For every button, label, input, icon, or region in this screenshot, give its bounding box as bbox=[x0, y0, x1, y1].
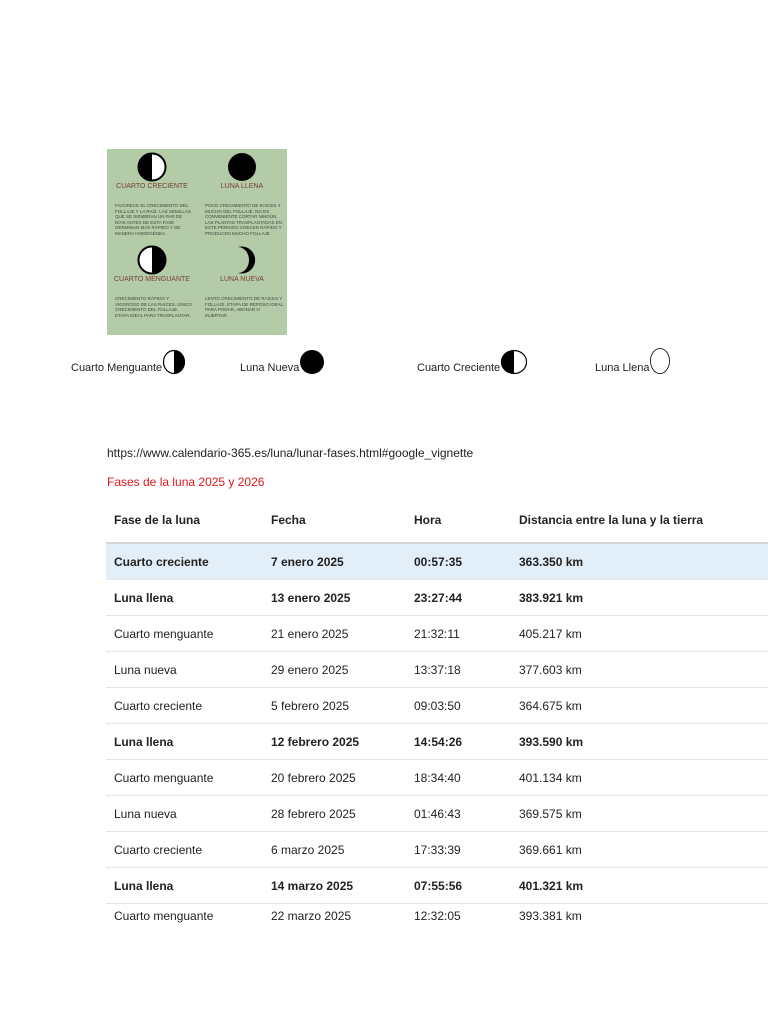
full-moon-icon bbox=[649, 347, 671, 375]
new-moon-icon bbox=[299, 349, 325, 375]
poster-quadrant-desc: POCO CRECIMIENTO DE RAÍCES Y MUCHO DEL FOLLAJE. NO ES CONVENIENTE CORTAR NINGÚN. LAS PLANTAS TRASPLANTADAS EN ESTE PERIODO CRECEN RÁPIDO Y PRODUCEN MUCHO FOLLAJE. bbox=[205, 203, 283, 236]
source-url: https://www.calendario-365.es/luna/lunar-fases.html#google_vignette bbox=[107, 446, 474, 460]
table-row bbox=[106, 652, 768, 688]
table-cell: 363.350 km bbox=[511, 543, 768, 580]
column-header: Hora bbox=[406, 498, 511, 543]
moon-phases-poster bbox=[107, 149, 287, 335]
poster-quadrant-title: LUNA NUEVA bbox=[220, 276, 264, 283]
poster-quadrant-desc: CRECIMIENTO RÁPIDO Y VIGOROSO DE LAS RAÍCES. ÚNICO CRECIMIENTO DEL FOLLAJE. ETAPA IDEAL PARA TRASPLANTAR. bbox=[115, 296, 192, 318]
table-row bbox=[106, 543, 768, 580]
table-cell: 369.661 km bbox=[511, 832, 768, 868]
poster-quadrant-desc: LENTO CRECIMIENTO DE RAÍCES Y FOLLAJE. ETAPA DE REPOSO IDEAL PARA PODAR, ABONAR O INJERTAR. bbox=[205, 296, 283, 318]
table-cell: 18:34:40 bbox=[406, 760, 511, 796]
table-cell: Luna nueva bbox=[106, 652, 263, 688]
legend-item-cuarto-menguante bbox=[71, 347, 186, 375]
full-moon-dark-icon bbox=[227, 152, 257, 182]
table-cell: 393.590 km bbox=[511, 724, 768, 760]
section-heading: Fases de la luna 2025 y 2026 bbox=[107, 475, 265, 489]
table-cell: 29 enero 2025 bbox=[263, 652, 406, 688]
table-cell: 7 enero 2025 bbox=[263, 543, 406, 580]
table-cell: 393.381 km bbox=[519, 909, 582, 923]
poster-quadrant-luna-nueva bbox=[197, 242, 287, 335]
poster-quadrant-title: LUNA LLENA bbox=[220, 183, 264, 190]
legend-label: Cuarto Menguante bbox=[71, 362, 163, 374]
table-cell: Cuarto menguante bbox=[106, 760, 263, 796]
table-cell: 21:32:11 bbox=[406, 616, 511, 652]
table-cell: 6 marzo 2025 bbox=[263, 832, 406, 868]
table-cell: 369.575 km bbox=[511, 796, 768, 832]
table-row bbox=[106, 904, 768, 929]
crescent-moon-icon bbox=[227, 245, 257, 275]
table-cell: Cuarto menguante bbox=[114, 909, 214, 923]
table-header-row bbox=[106, 498, 768, 543]
table-cell: 401.134 km bbox=[511, 760, 768, 796]
poster-quadrant-luna-llena bbox=[197, 149, 287, 242]
table-cell: Cuarto menguante bbox=[106, 616, 263, 652]
table-cell: 28 febrero 2025 bbox=[263, 796, 406, 832]
table-cell: 01:46:43 bbox=[406, 796, 511, 832]
poster-quadrant-title: CUARTO MENGUANTE bbox=[114, 276, 190, 283]
table-row bbox=[106, 724, 768, 760]
table-cell: 17:33:39 bbox=[406, 832, 511, 868]
poster-quadrant-title: CUARTO CRECIENTE bbox=[116, 183, 188, 190]
table-row bbox=[106, 832, 768, 868]
table-cell: 5 febrero 2025 bbox=[263, 688, 406, 724]
table-row bbox=[106, 616, 768, 652]
legend-item-luna-llena bbox=[595, 347, 671, 375]
table-cell: 377.603 km bbox=[511, 652, 768, 688]
waxing-quarter-icon bbox=[500, 349, 528, 375]
table-cell: Cuarto creciente bbox=[106, 543, 263, 580]
legend-item-cuarto-creciente bbox=[417, 347, 528, 375]
table-cell: 22 marzo 2025 bbox=[271, 909, 352, 923]
table-cell: Luna nueva bbox=[106, 796, 263, 832]
poster-quadrant-cuarto-menguante bbox=[107, 242, 197, 335]
table-cell: 13:37:18 bbox=[406, 652, 511, 688]
moon-phases-table bbox=[106, 498, 768, 928]
poster-quadrant-cuarto-creciente bbox=[107, 149, 197, 242]
table-cell: 12:32:05 bbox=[414, 909, 461, 923]
legend-label: Cuarto Creciente bbox=[417, 362, 501, 374]
column-header: Distancia entre la luna y la tierra bbox=[511, 498, 768, 543]
table-cell: 23:27:44 bbox=[406, 580, 511, 616]
table-cell: 13 enero 2025 bbox=[263, 580, 406, 616]
table-cell: 07:55:56 bbox=[406, 868, 511, 904]
table-cell: 12 febrero 2025 bbox=[263, 724, 406, 760]
poster-quadrant-desc: FAVORECE EL CRECIMIENTO DEL FOLLAJE Y LA RAÍZ. LAS SEMILLAS QUE SE SIEMBRAN UN PAR DE DÍAS ANTES DE ESTA FASE GERMINAN MÁS RÁPIDO Y DE MANERA HOMOGÉNEA. bbox=[115, 203, 191, 236]
table-cell: 405.217 km bbox=[511, 616, 768, 652]
waxing-quarter-icon bbox=[137, 152, 167, 182]
table-row bbox=[106, 580, 768, 616]
waning-quarter-icon bbox=[162, 349, 186, 375]
table-cell: 21 enero 2025 bbox=[263, 616, 406, 652]
table-row bbox=[106, 688, 768, 724]
table-row bbox=[106, 760, 768, 796]
table-cell: Luna llena bbox=[106, 868, 263, 904]
table-row bbox=[106, 796, 768, 832]
table-cell: Luna llena bbox=[106, 580, 263, 616]
table-cell: 364.675 km bbox=[511, 688, 768, 724]
table-cell: 09:03:50 bbox=[406, 688, 511, 724]
table-cell: Cuarto creciente bbox=[106, 688, 263, 724]
table-cell: 14:54:26 bbox=[406, 724, 511, 760]
column-header: Fecha bbox=[263, 498, 406, 543]
table-cell: 401.321 km bbox=[511, 868, 768, 904]
table-cell: 00:57:35 bbox=[406, 543, 511, 580]
table-cell: Luna llena bbox=[106, 724, 263, 760]
table-row bbox=[106, 868, 768, 904]
table-cell: 20 febrero 2025 bbox=[263, 760, 406, 796]
legend-item-luna-nueva bbox=[240, 347, 325, 375]
table-cell: 14 marzo 2025 bbox=[263, 868, 406, 904]
waning-quarter-icon bbox=[137, 245, 167, 275]
legend-label: Luna Nueva bbox=[240, 362, 300, 374]
table-cell: Cuarto creciente bbox=[106, 832, 263, 868]
legend-label: Luna Llena bbox=[595, 362, 650, 374]
column-header: Fase de la luna bbox=[106, 498, 263, 543]
table-cell: 383.921 km bbox=[511, 580, 768, 616]
